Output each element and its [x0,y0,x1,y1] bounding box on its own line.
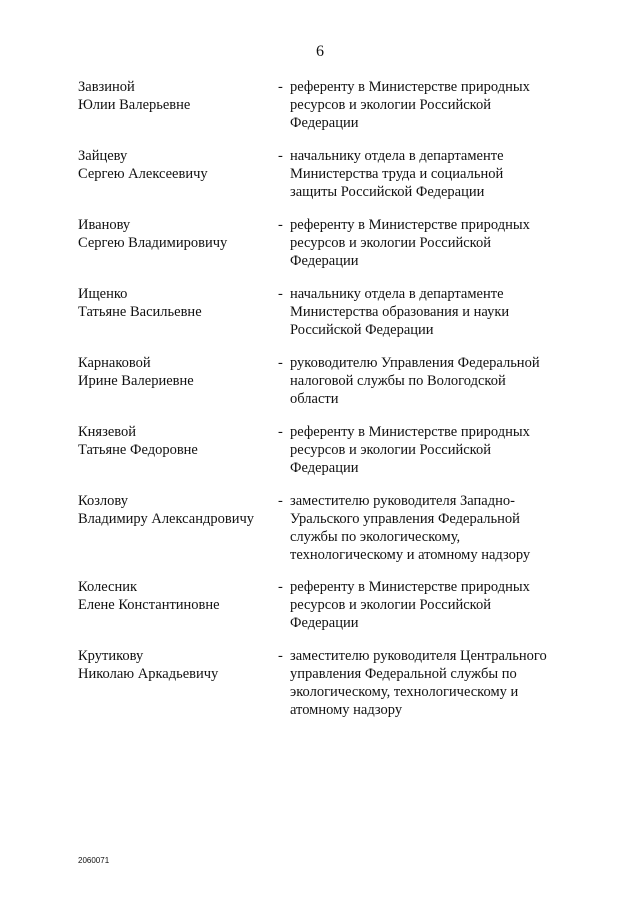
surname: Зайцеву [78,148,128,164]
dash-separator: - [278,355,283,371]
appointment-list [78,78,578,733]
person-name [78,423,278,459]
position-line: ресурсов и экологии Российской [290,235,491,251]
document-code: 2060071 [78,856,110,865]
position-line: экологическому, технологическому и [290,684,519,700]
surname: Князевой [78,424,137,440]
list-item [78,285,578,354]
position-line: начальнику отдела в департаменте [290,148,504,164]
person-name [78,578,278,614]
position-title [290,216,570,270]
dash-separator: - [278,286,283,302]
given-name: Юлии Валерьевне [78,97,191,113]
position-line: Министерства труда и социальной [290,166,504,182]
position-line: заместителю руководителя Западно- [290,493,515,509]
position-title [290,147,570,201]
dash-separator: - [278,493,283,509]
position-line: защиты Российской Федерации [290,184,485,200]
given-name: Сергею Владимировичу [78,235,228,251]
surname: Козлову [78,493,129,509]
position-line: Российской Федерации [290,322,434,338]
position-title [290,78,570,132]
person-name [78,147,278,183]
position-line: референту в Министерстве природных [290,79,530,95]
position-line: Уральского управления Федеральной [290,511,520,527]
position-line: референту в Министерстве природных [290,424,530,440]
position-line: технологическому и атомному надзору [290,547,531,563]
position-line: Федерации [290,615,359,631]
person-name [78,216,278,252]
position-title [290,285,570,339]
person-name [78,78,278,114]
position-line: ресурсов и экологии Российской [290,597,491,613]
list-item [78,578,578,647]
surname: Крутикову [78,648,144,664]
dash-separator: - [278,424,283,440]
list-item [78,423,578,492]
surname: Колесник [78,579,138,595]
given-name: Сергею Алексеевичу [78,166,208,182]
position-line: Федерации [290,253,359,269]
position-line: Министерства образования и науки [290,304,510,320]
position-line: ресурсов и экологии Российской [290,442,491,458]
dash-separator: - [278,148,283,164]
position-title [290,492,570,564]
position-title [290,647,570,719]
position-line: начальнику отдела в департаменте [290,286,504,302]
position-line: налоговой службы по Вологодской [290,373,506,389]
surname: Иванову [78,217,131,233]
position-line: Федерации [290,115,359,131]
person-name [78,285,278,321]
position-line: референту в Министерстве природных [290,217,530,233]
page-number: 6 [316,43,324,60]
position-title [290,354,570,408]
surname: Ищенко [78,286,128,302]
position-line: атомному надзору [290,702,403,718]
list-item [78,78,578,147]
position-line: референту в Министерстве природных [290,579,530,595]
position-line: Федерации [290,460,359,476]
list-item [78,492,578,578]
list-item [78,354,578,423]
position-line: службы по экологическому, [290,529,461,545]
position-line: области [290,391,339,407]
list-item [78,147,578,216]
given-name: Татьяне Федоровне [78,442,198,458]
surname: Карнаковой [78,355,151,371]
list-item [78,216,578,285]
given-name: Владимиру Александровичу [78,511,255,527]
position-title [290,578,570,632]
dash-separator: - [278,79,283,95]
position-line: управления Федеральной службы по [290,666,517,682]
person-name [78,492,278,528]
given-name: Татьяне Васильевне [78,304,202,320]
person-name [78,354,278,390]
list-item [78,647,578,733]
position-line: заместителю руководителя Центрального [290,648,547,664]
given-name: Николаю Аркадьевичу [78,666,219,682]
given-name: Елене Константиновне [78,597,220,613]
dash-separator: - [278,217,283,233]
position-line: руководителю Управления Федеральной [290,355,540,371]
position-title [290,423,570,477]
dash-separator: - [278,579,283,595]
position-line: ресурсов и экологии Российской [290,97,491,113]
dash-separator: - [278,648,283,664]
person-name [78,647,278,683]
given-name: Ирине Валериевне [78,373,194,389]
surname: Завзиной [78,79,135,95]
